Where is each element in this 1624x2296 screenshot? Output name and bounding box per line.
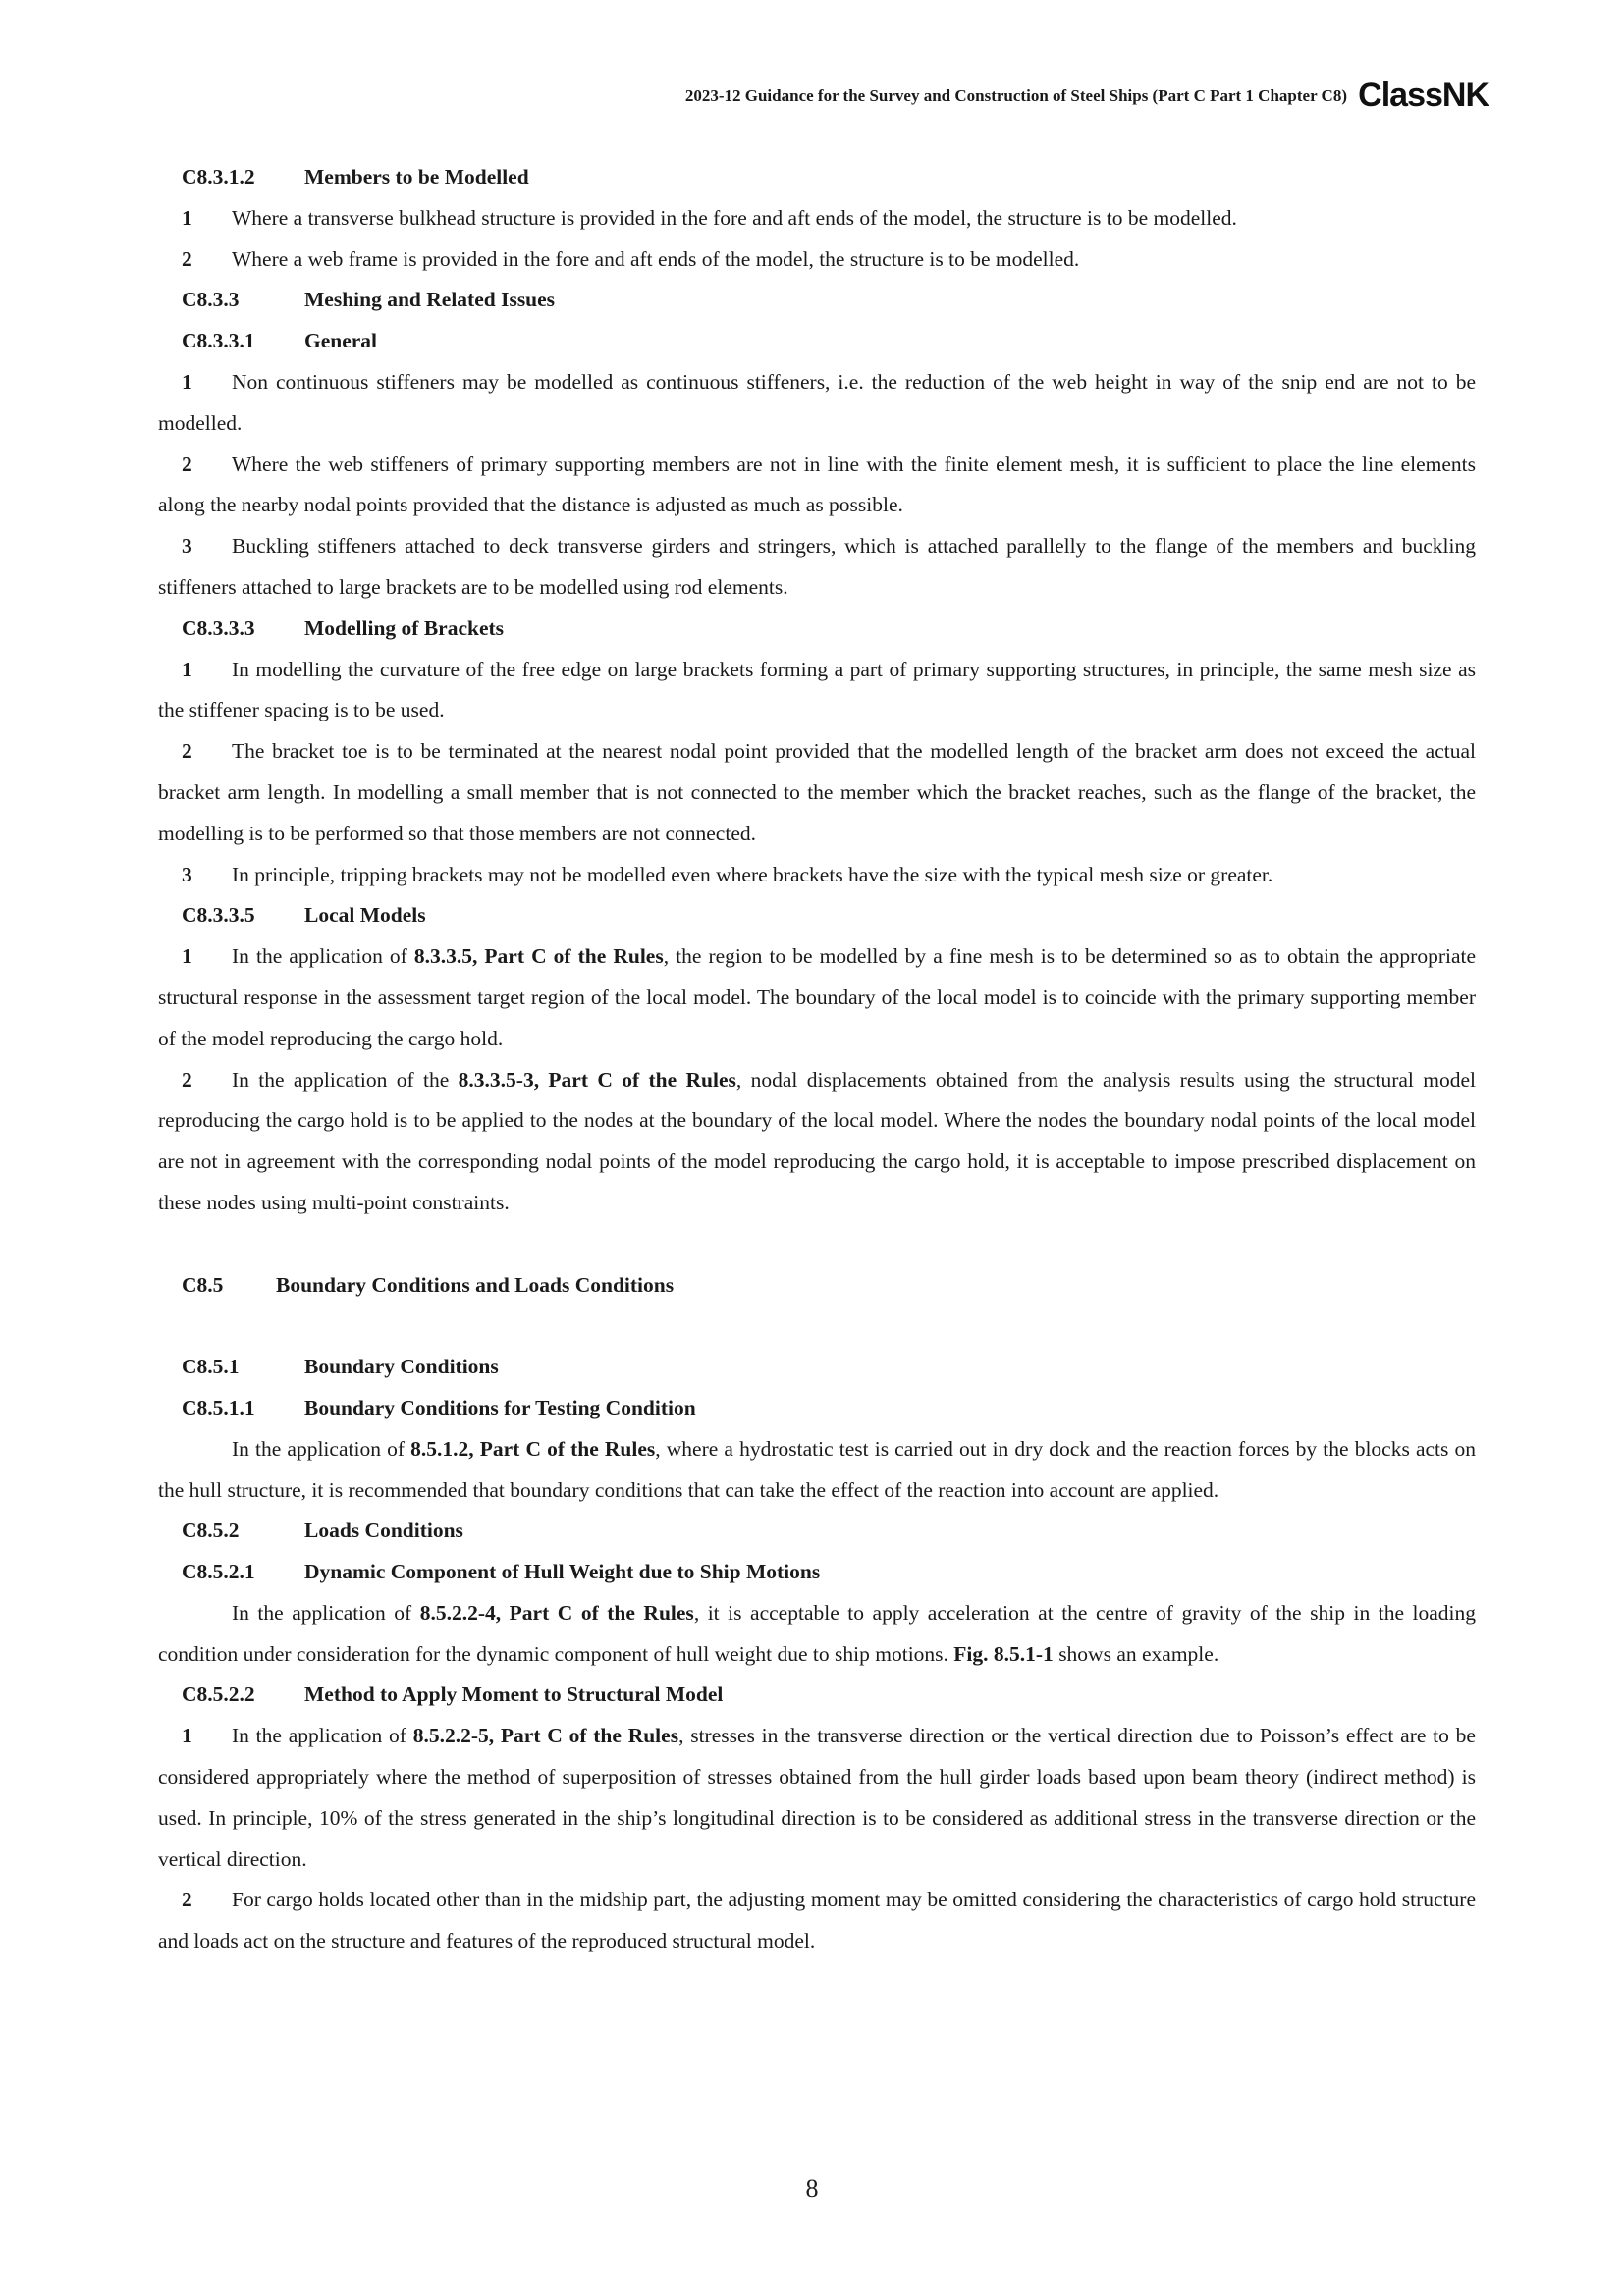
section-heading: C8.5.2.2 Method to Apply Moment to Structural Model <box>182 1682 724 1707</box>
section-heading: C8.5.1.1 Boundary Conditions for Testing Condition <box>182 1395 696 1419</box>
paragraph: 3 In principle, tripping brackets may not be modelled even where brackets have the size with the typical mesh size or greater. <box>182 862 1273 886</box>
document-body <box>158 157 1476 1962</box>
paragraph: 1 In the application of 8.5.2.2-5, Part C of the Rules, stresses in the transverse direction or the vertical direction due to Poisson’s effect are to be considered appropriately where the method of superposition of stresses obtained from the hull girder loads based upon beam theory (indirect method) is used. In principle, 10% of the stress generated in the ship’s longitudinal direction is to be considered as additional stress in the transverse direction or the vertical direction. <box>158 1724 1476 1871</box>
section-heading: C8.3.3 Meshing and Related Issues <box>182 288 556 312</box>
chapter-section-heading: C8.5 Boundary Conditions and Loads Conditions <box>182 1272 675 1297</box>
paragraph: 2 Where a web frame is provided in the fore and aft ends of the model, the structure is to be modelled. <box>182 246 1080 271</box>
paragraph: 1 In modelling the curvature of the free edge on large brackets forming a part of primary supporting structures, in principle, the same mesh size as the stiffener spacing is to be used. <box>158 657 1476 722</box>
section-heading: C8.3.3.1 General <box>182 329 378 353</box>
figure-reference: Fig. 8.5.1-1 <box>953 1641 1054 1666</box>
paragraph: 2 The bracket toe is to be terminated at the nearest nodal point provided that the modelled length of the bracket arm does not exceed the actual bracket arm length. In modelling a small member that is not connected to the member which the bracket reaches, such as the flange of the bracket, the modelling is to be performed so that those members are not connected. <box>158 739 1476 845</box>
page-header <box>0 77 1624 116</box>
classnk-logo: ClassNK <box>1358 77 1489 114</box>
paragraph: In the application of 8.5.1.2, Part C of the Rules, where a hydrostatic test is carried out in dry dock and the reaction forces by the blocks acts on the hull structure, it is recommended that boundary conditions that can take the effect of the reaction into account are applied. <box>158 1436 1476 1502</box>
paragraph: 2 Where the web stiffeners of primary supporting members are not in line with the finite element mesh, it is sufficient to place the line elements along the nearby nodal points provided that the distance is adjusted as much as possible. <box>158 452 1476 517</box>
paragraph: 2 For cargo holds located other than in the midship part, the adjusting moment may be omitted considering the characteristics of cargo hold structure and loads act on the structure and features of the reproduced structural model. <box>158 1888 1476 1953</box>
rule-reference: 8.3.3.5, Part C of the Rules <box>413 944 664 969</box>
paragraph: 1 Non continuous stiffeners may be modelled as continuous stiffeners, i.e. the reduction of the web height in way of the snip end are not to be modelled. <box>158 369 1476 435</box>
rule-reference: 8.5.1.2, Part C of the Rules <box>410 1436 656 1461</box>
section-heading: C8.3.3.5 Local Models <box>182 903 426 928</box>
section-heading: C8.5.2.1 Dynamic Component of Hull Weight due to Ship Motions <box>182 1560 821 1584</box>
section-heading: C8.5.2 Loads Conditions <box>182 1519 463 1543</box>
paragraph: 1 In the application of 8.3.3.5, Part C of the Rules, the region to be modelled by a fine mesh is to be determined so as to obtain the appropriate structural response in the assessment target region of the local model. The boundary of the local model is to coincide with the primary supporting member of the model reproducing the cargo hold. <box>158 944 1477 1050</box>
rule-reference: 8.3.3.5-3, Part C of the Rules <box>458 1067 736 1092</box>
paragraph: 3 Buckling stiffeners attached to deck transverse girders and stringers, which is attached parallelly to the flange of the members and buckling stiffeners attached to large brackets are to be modelled using rod elements. <box>158 534 1476 599</box>
rule-reference: 8.5.2.2-5, Part C of the Rules <box>412 1724 679 1748</box>
header-title: 2023-12 Guidance for the Survey and Construction of Steel Ships (Part C Part 1 Chapter C8) <box>684 86 1347 105</box>
section-heading: C8.3.3.3 Modelling of Brackets <box>182 615 505 640</box>
rule-reference: 8.5.2.2-4, Part C of the Rules <box>419 1600 694 1625</box>
paragraph: In the application of 8.5.2.2-4, Part C of the Rules, it is acceptable to apply acceleration at the centre of gravity of the ship in the loading condition under consideration for the dynamic component of hull weight due to ship motions. Fig. 8.5.1-1 shows an example. <box>158 1600 1477 1666</box>
page-number: 8 <box>805 2174 819 2203</box>
paragraph: 1 Where a transverse bulkhead structure is provided in the fore and aft ends of the model, the structure is to be modelled. <box>182 205 1237 230</box>
paragraph: 2 In the application of the 8.3.3.5-3, Part C of the Rules, nodal displacements obtained from the analysis results using the structural model reproducing the cargo hold is to be applied to the nodes at the boundary of the local model. Where the nodes the boundary nodal points of the local model are not in agreement with the corresponding nodal points of the model reproducing the cargo hold, it is acceptable to impose prescribed displacement on these nodes using multi-point constraints. <box>158 1067 1477 1214</box>
section-heading: C8.3.1.2 Members to be Modelled <box>182 165 529 188</box>
section-heading: C8.5.1 Boundary Conditions <box>182 1355 499 1379</box>
